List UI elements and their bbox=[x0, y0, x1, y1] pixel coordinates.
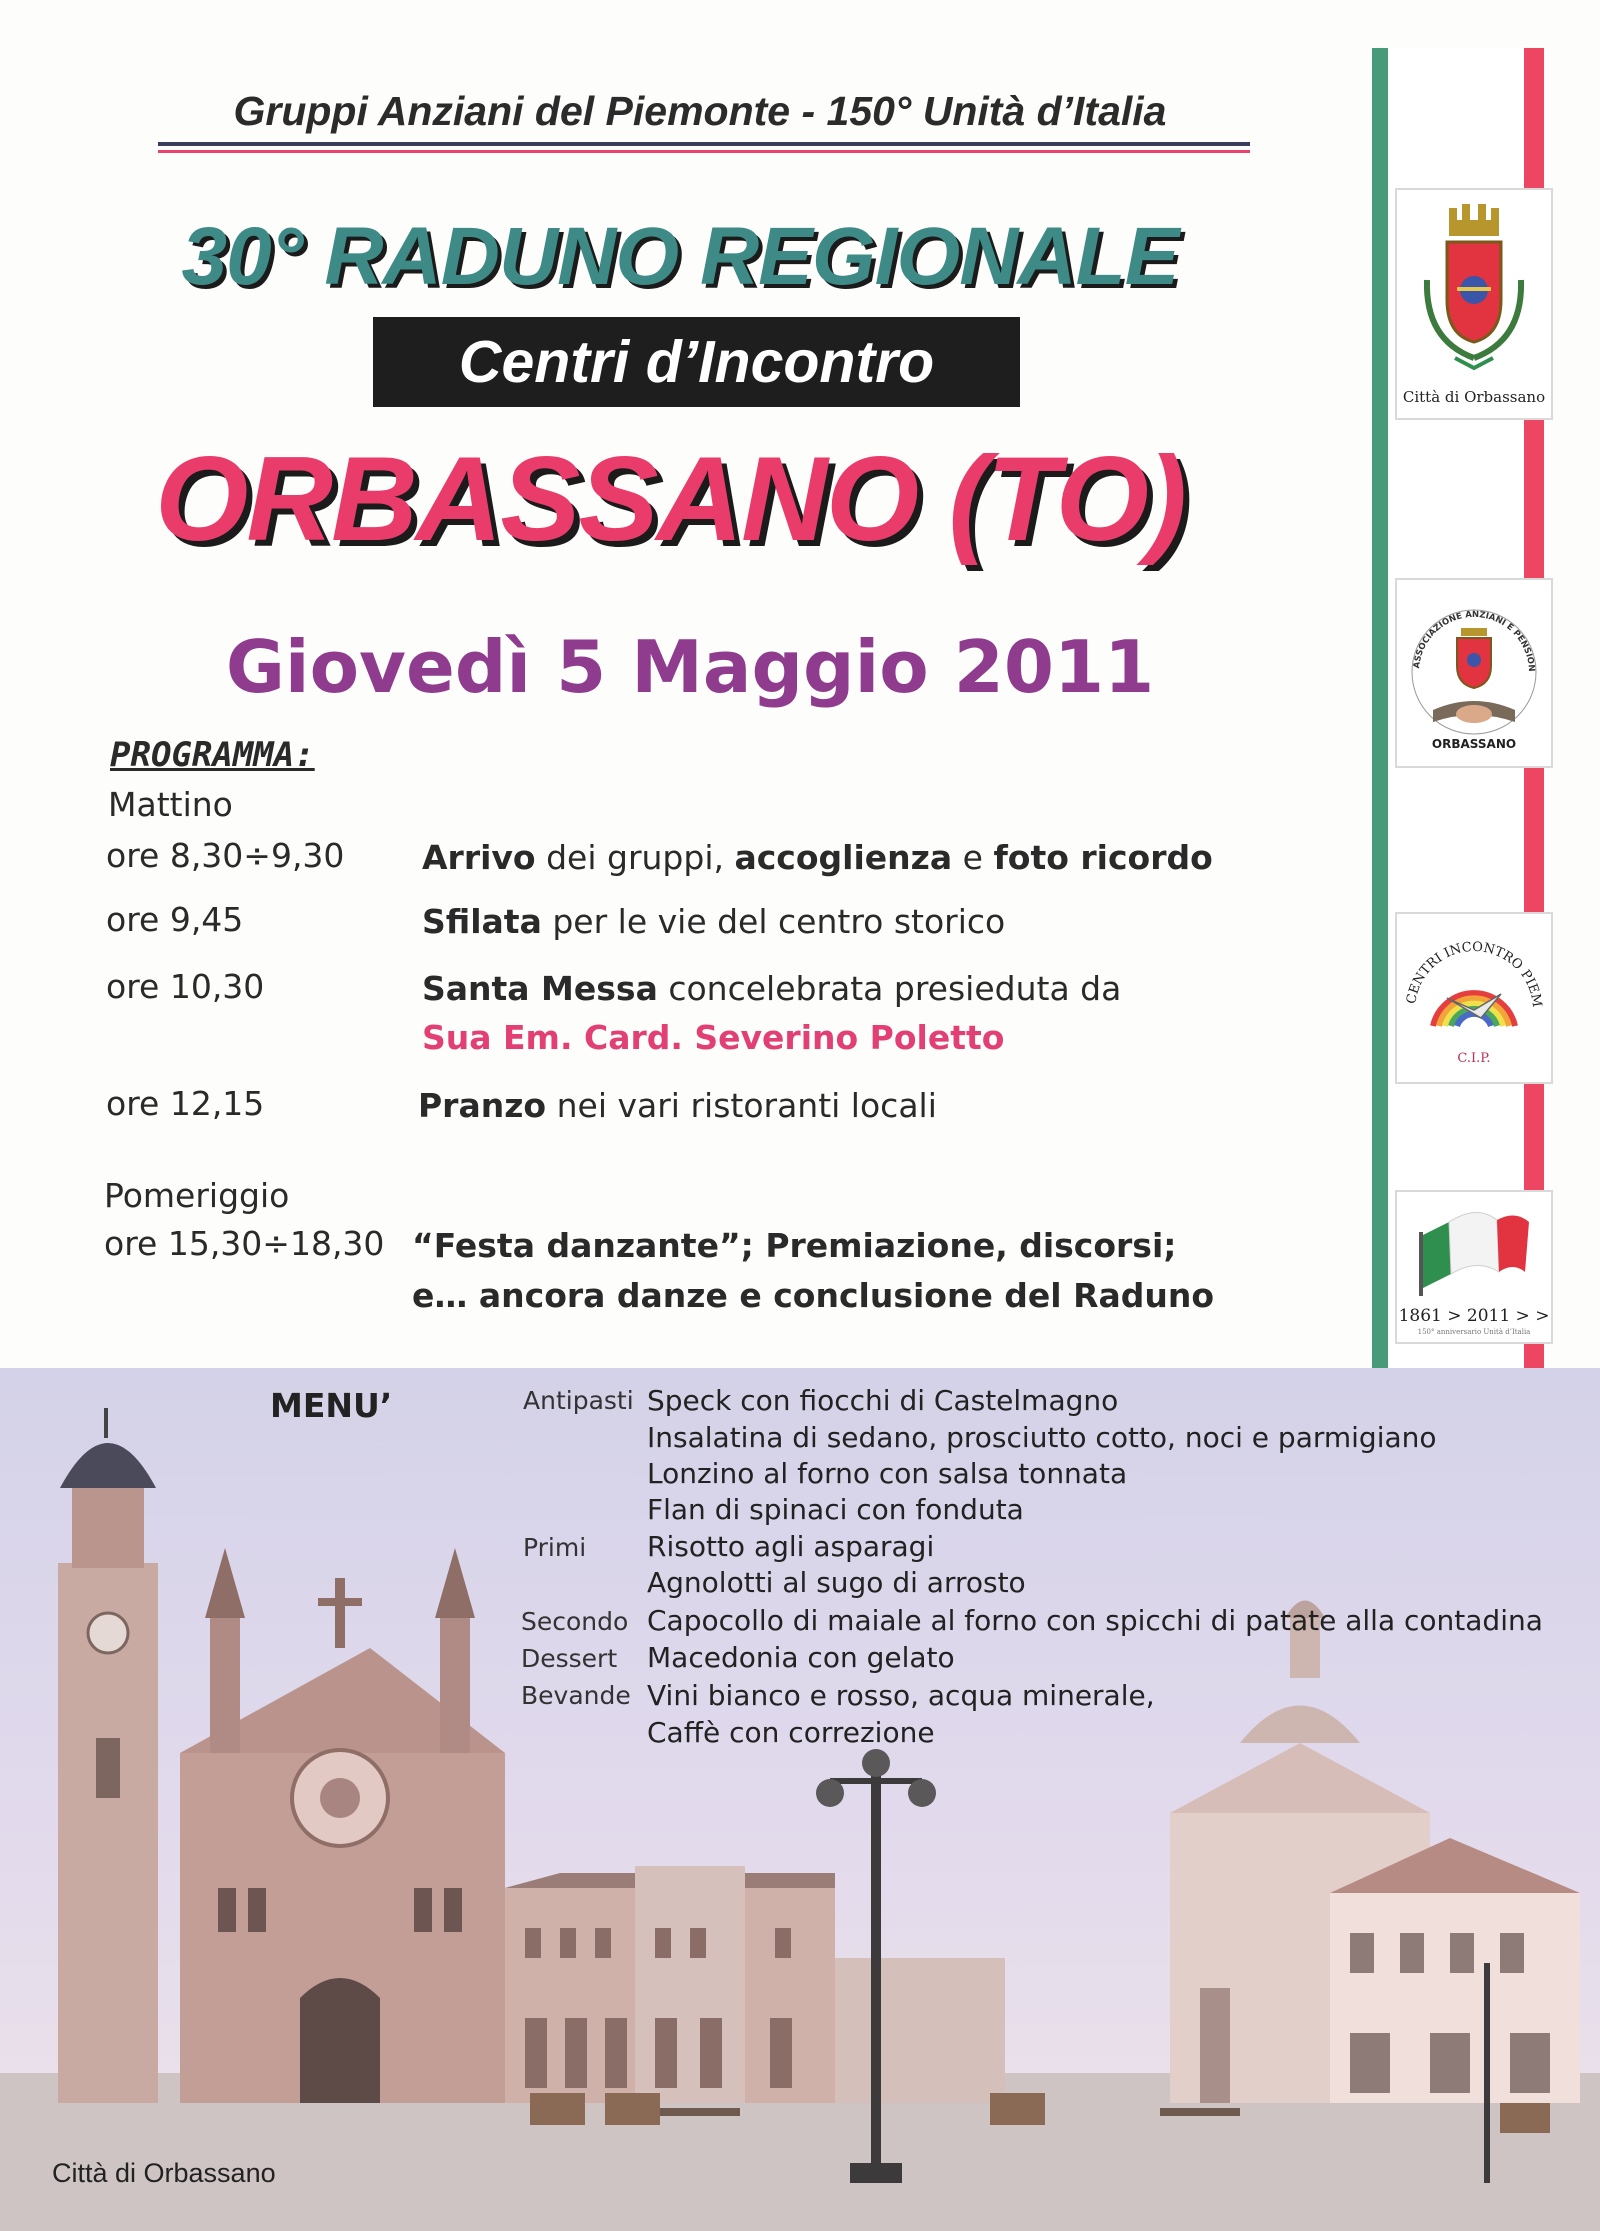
afternoon-label: Pomeriggio bbox=[104, 1176, 290, 1215]
course-antipasti: Antipasti bbox=[523, 1386, 634, 1415]
program-time-1: ore 8,30÷9,30 bbox=[106, 836, 345, 875]
program-time-4: ore 12,15 bbox=[106, 1084, 265, 1123]
menu-dish: Macedonia con gelato bbox=[647, 1641, 955, 1674]
header-underline-pink bbox=[158, 150, 1250, 153]
menu-dish: Caffè con correzione bbox=[647, 1716, 935, 1749]
coat-of-arms-icon bbox=[1397, 190, 1551, 380]
event-title: 30° RADUNO REGIONALE bbox=[181, 211, 1179, 302]
flag-green-stripe bbox=[1372, 48, 1388, 1376]
program-activity-1-text-2: e bbox=[952, 838, 994, 877]
photo-caption: Città di Orbassano bbox=[52, 2158, 276, 2188]
menu-dish: Flan di spinaci con fonduta bbox=[647, 1493, 1024, 1526]
menu-title: MENU’ bbox=[270, 1386, 393, 1425]
cip-logo-card bbox=[1395, 912, 1553, 1084]
menu-dish: Insalatina di sedano, prosciutto cotto, noci e parmigiano bbox=[647, 1421, 1437, 1454]
subtitle: Centri d’Incontro bbox=[458, 329, 935, 395]
anniversary-dates: 1861 > 2011 > > bbox=[1398, 1306, 1550, 1326]
morning-label: Mattino bbox=[108, 785, 233, 824]
program-activity-2-text: per le vie del centro storico bbox=[541, 902, 1006, 941]
program-activity-1-bold-3: foto ricordo bbox=[993, 838, 1213, 877]
course-primi: Primi bbox=[523, 1533, 587, 1562]
program-activity-5-line-2: e… ancora danze e conclusione del Raduno bbox=[412, 1276, 1215, 1315]
association-name: ORBASSANO bbox=[1431, 737, 1517, 751]
cip-emblem-icon bbox=[1397, 914, 1551, 1082]
course-bevande: Bevande bbox=[521, 1681, 631, 1710]
program-activity-1-bold-2: accoglienza bbox=[734, 838, 953, 877]
header-underline-dark bbox=[158, 142, 1250, 146]
program-time-5: ore 15,30÷18,30 bbox=[104, 1224, 385, 1263]
program-activity-3-bold: Santa Messa bbox=[422, 969, 658, 1008]
program-activity-1 bbox=[422, 838, 1213, 877]
organization-line: Gruppi Anziani del Piemonte - 150° Unità d’Italia bbox=[233, 88, 1167, 134]
menu-dish: Lonzino al forno con salsa tonnata bbox=[647, 1457, 1128, 1490]
program-activity-3-text: concelebrata presieduta da bbox=[657, 969, 1122, 1008]
course-dessert: Dessert bbox=[521, 1644, 618, 1673]
program-activity-2-bold: Sfilata bbox=[422, 902, 542, 941]
program-time-2: ore 9,45 bbox=[106, 900, 244, 939]
flags-emblem-icon bbox=[1397, 1192, 1551, 1302]
subtitle-banner bbox=[373, 317, 1020, 407]
celebrant-name: Sua Em. Card. Severino Poletto bbox=[422, 1018, 1005, 1057]
menu-dish: Agnolotti al sugo di arrosto bbox=[647, 1566, 1026, 1599]
menu-dish: Vini bianco e rosso, acqua minerale, bbox=[647, 1679, 1155, 1712]
program-activity-2 bbox=[422, 902, 1005, 941]
event-date: Giovedì 5 Maggio 2011 bbox=[225, 625, 1155, 709]
association-logo-card bbox=[1395, 578, 1553, 768]
anniversary-small-text: 150° anniversario Unità d’Italia bbox=[1417, 1328, 1531, 1336]
city-title: ORBASSANO (TO) bbox=[155, 432, 1185, 566]
menu-dish: Capocollo di maiale al forno con spicchi di patate alla contadina bbox=[647, 1604, 1543, 1637]
program-heading: PROGRAMMA: bbox=[110, 735, 315, 775]
association-emblem-icon bbox=[1397, 580, 1551, 766]
program-activity-3 bbox=[422, 969, 1121, 1008]
program-activity-4-bold: Pranzo bbox=[418, 1086, 547, 1125]
program-activity-4 bbox=[418, 1086, 937, 1125]
association-ring-text: ASSOCIAZIONE ANZIANI E PENSION bbox=[1412, 609, 1537, 672]
program-activity-1-text: dei gruppi, bbox=[535, 838, 735, 877]
menu-dish: Risotto agli asparagi bbox=[647, 1530, 935, 1563]
menu-dish: Speck con fiocchi di Castelmagno bbox=[647, 1384, 1119, 1417]
course-secondo: Secondo bbox=[521, 1607, 629, 1636]
program-activity-4-text: nei vari ristoranti locali bbox=[546, 1086, 937, 1125]
program-activity-1-bold: Arrivo bbox=[422, 838, 536, 877]
cip-ring-text: CENTRI INCONTRO PIEM bbox=[1404, 939, 1545, 1009]
program-activity-5-line-1: “Festa danzante”; Premiazione, discorsi; bbox=[412, 1226, 1177, 1265]
city-coat-of-arms-card bbox=[1395, 188, 1553, 420]
program-time-3: ore 10,30 bbox=[106, 967, 265, 1006]
anniversary-logo-card bbox=[1395, 1190, 1553, 1344]
city-logo-caption: Città di Orbassano bbox=[1402, 388, 1546, 406]
cip-abbreviation: C.I.P. bbox=[1457, 1051, 1491, 1066]
